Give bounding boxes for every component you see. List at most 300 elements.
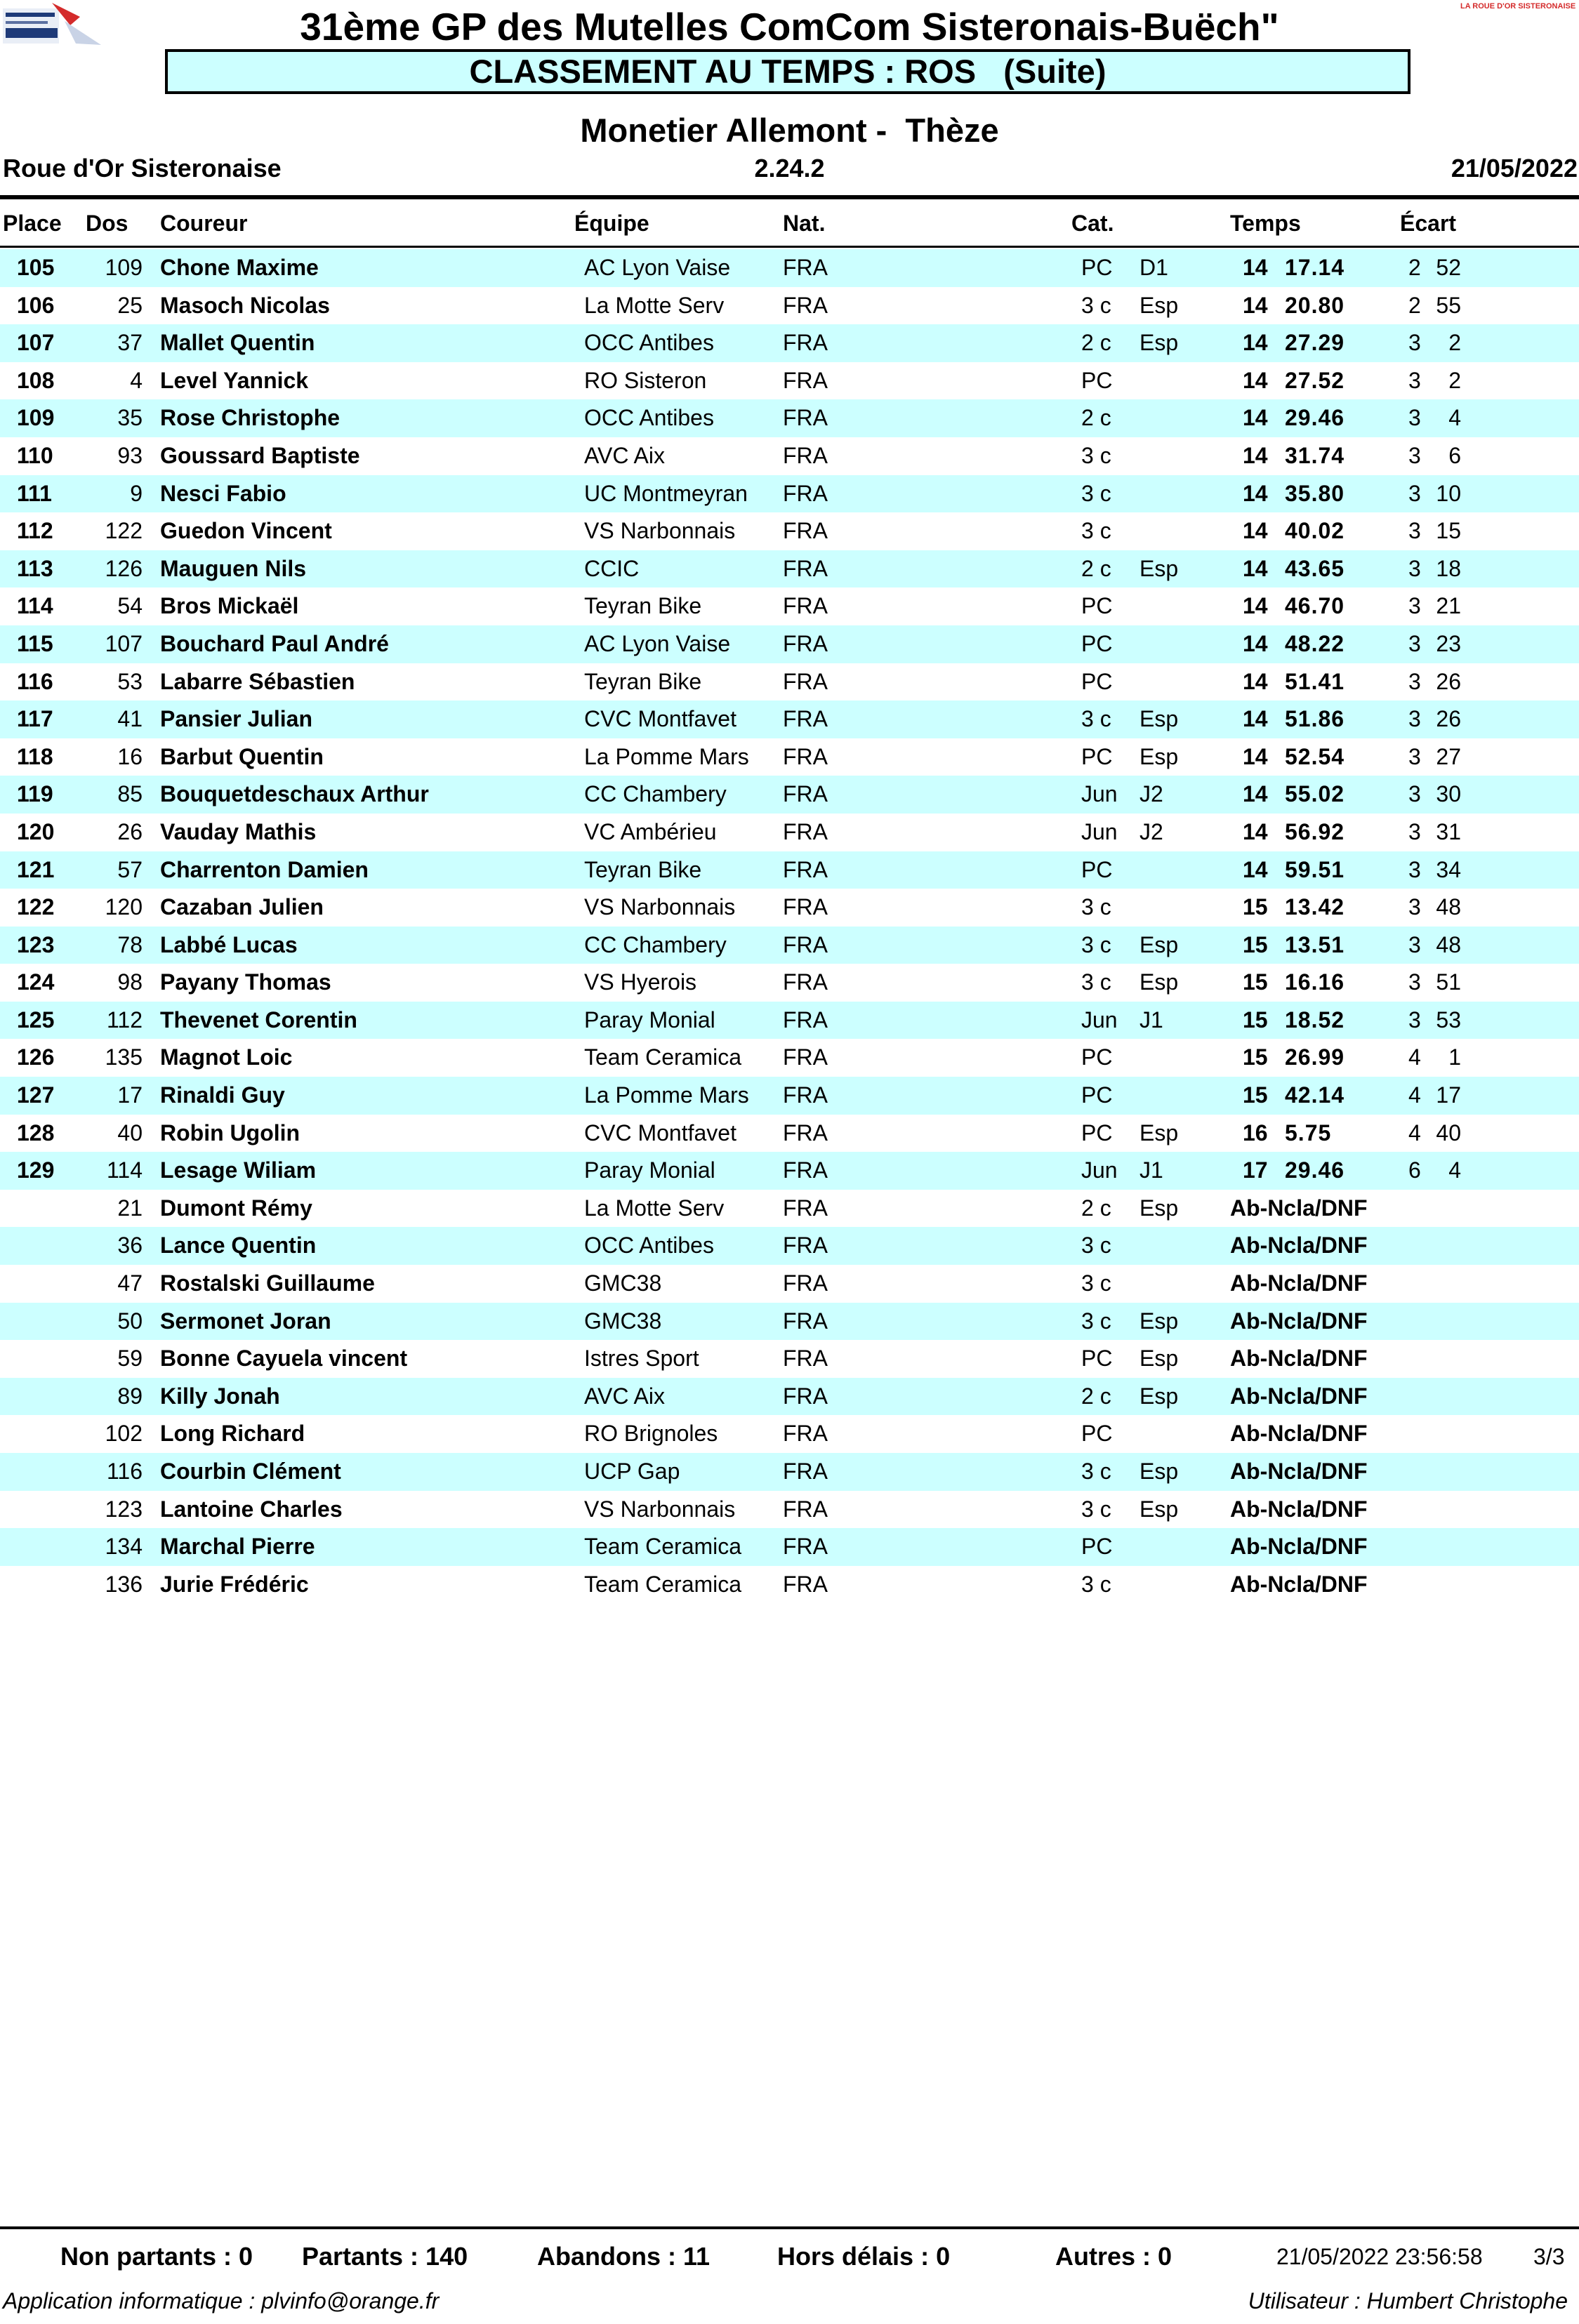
rider-name-cell: Rinaldi Guy xyxy=(160,1082,285,1108)
table-row xyxy=(0,964,1579,1002)
rider-name-cell: Bouquetdeschaux Arthur xyxy=(160,781,429,807)
category-cell: 3 c xyxy=(1081,1233,1111,1259)
category-cell: 2 c xyxy=(1081,1195,1111,1221)
time-hours-cell: 15 xyxy=(1243,894,1268,920)
bib-cell: 98 xyxy=(117,969,143,995)
category-cell: Jun xyxy=(1081,781,1118,807)
bib-cell: 112 xyxy=(106,1007,143,1032)
nationality-cell: FRA xyxy=(783,1007,828,1032)
gap-major-cell: 2 xyxy=(1408,292,1421,318)
gap-major-cell: 3 xyxy=(1408,330,1421,356)
status-cell: Ab-Ncla/DNF xyxy=(1230,1383,1368,1409)
gap-major-cell: 2 xyxy=(1408,255,1421,280)
bib-cell: 93 xyxy=(117,442,143,468)
table-row xyxy=(0,1227,1579,1265)
rider-name-cell: Rose Christophe xyxy=(160,405,341,431)
category-cell: 2 c xyxy=(1081,555,1111,581)
table-row xyxy=(0,1491,1579,1529)
header-divider xyxy=(0,195,1579,199)
nationality-cell: FRA xyxy=(783,1120,828,1146)
rider-name-cell: Vauday Mathis xyxy=(160,818,317,844)
gap-major-cell: 4 xyxy=(1408,1082,1421,1108)
table-row xyxy=(0,851,1579,889)
status-cell: Ab-Ncla/DNF xyxy=(1230,1195,1368,1221)
team-cell: La Pomme Mars xyxy=(584,1082,749,1108)
col-nat-header: Nat. xyxy=(783,211,826,236)
team-cell: Team Ceramica xyxy=(584,1044,742,1070)
time-hours-cell: 14 xyxy=(1243,743,1268,769)
rider-name-cell: Mauguen Nils xyxy=(160,555,307,581)
subcategory-cell: J2 xyxy=(1139,818,1163,844)
gap-minor-cell: 6 xyxy=(1448,442,1461,468)
user-credit: Utilisateur : Humbert Christophe xyxy=(1248,2288,1568,2313)
category-cell: 3 c xyxy=(1081,1459,1111,1484)
category-cell: PC xyxy=(1081,255,1113,280)
time-minutes-cell: 29.46 xyxy=(1285,1157,1345,1183)
rider-name-cell: Chone Maxime xyxy=(160,255,319,280)
gap-minor-cell: 34 xyxy=(1436,856,1461,882)
gap-minor-cell: 26 xyxy=(1436,668,1461,694)
time-minutes-cell: 27.52 xyxy=(1285,367,1345,393)
rider-name-cell: Barbut Quentin xyxy=(160,743,324,769)
table-row xyxy=(0,1190,1579,1228)
bib-cell: 85 xyxy=(117,781,143,807)
table-row xyxy=(0,927,1579,964)
rider-name-cell: Marchal Pierre xyxy=(160,1534,315,1560)
rider-name-cell: Labbé Lucas xyxy=(160,931,298,957)
table-row xyxy=(0,1265,1579,1303)
table-row xyxy=(0,1566,1579,1604)
category-cell: PC xyxy=(1081,1346,1113,1372)
table-row xyxy=(0,437,1579,475)
category-cell: PC xyxy=(1081,743,1113,769)
gap-major-cell: 3 xyxy=(1408,555,1421,581)
category-cell: PC xyxy=(1081,1534,1113,1560)
status-cell: Ab-Ncla/DNF xyxy=(1230,1459,1368,1484)
status-cell: Ab-Ncla/DNF xyxy=(1230,1534,1368,1560)
bib-cell: 126 xyxy=(105,555,143,581)
classification-title: CLASSEMENT AU TEMPS : ROS (Suite) xyxy=(165,49,1410,94)
place-cell: 109 xyxy=(17,405,55,431)
bib-cell: 4 xyxy=(130,367,143,393)
team-cell: CVC Montfavet xyxy=(584,1120,736,1146)
time-hours-cell: 14 xyxy=(1243,330,1268,356)
team-cell: AC Lyon Vaise xyxy=(584,630,731,656)
category-cell: PC xyxy=(1081,593,1113,619)
col-place-header: Place xyxy=(3,211,62,236)
team-cell: Paray Monial xyxy=(584,1007,715,1032)
team-cell: CC Chambery xyxy=(584,781,727,807)
bib-cell: 9 xyxy=(130,480,143,506)
rider-name-cell: Charrenton Damien xyxy=(160,856,369,882)
table-row xyxy=(0,1303,1579,1341)
nationality-cell: FRA xyxy=(783,292,828,318)
time-hours-cell: 15 xyxy=(1243,969,1268,995)
gap-major-cell: 3 xyxy=(1408,894,1421,920)
bib-cell: 17 xyxy=(117,1082,143,1108)
team-cell: RO Sisteron xyxy=(584,367,707,393)
team-cell: Team Ceramica xyxy=(584,1534,742,1560)
status-cell: Ab-Ncla/DNF xyxy=(1230,1308,1368,1334)
table-row xyxy=(0,1077,1579,1115)
rider-name-cell: Bros Mickaël xyxy=(160,593,299,619)
category-cell: 3 c xyxy=(1081,292,1111,318)
category-cell: 3 c xyxy=(1081,969,1111,995)
bib-cell: 78 xyxy=(117,931,143,957)
time-minutes-cell: 51.41 xyxy=(1285,668,1345,694)
nationality-cell: FRA xyxy=(783,1534,828,1560)
nationality-cell: FRA xyxy=(783,518,828,544)
nationality-cell: FRA xyxy=(783,1233,828,1259)
status-cell: Ab-Ncla/DNF xyxy=(1230,1233,1368,1259)
team-cell: AVC Aix xyxy=(584,1383,665,1409)
subcategory-cell: Esp xyxy=(1139,1120,1179,1146)
category-cell: PC xyxy=(1081,367,1113,393)
time-hours-cell: 14 xyxy=(1243,593,1268,619)
category-cell: Jun xyxy=(1081,1157,1118,1183)
nationality-cell: FRA xyxy=(783,255,828,280)
table-row xyxy=(0,1115,1579,1153)
rider-name-cell: Mallet Quentin xyxy=(160,330,315,356)
team-cell: Teyran Bike xyxy=(584,668,702,694)
time-minutes-cell: 20.80 xyxy=(1285,292,1345,318)
category-cell: PC xyxy=(1081,1082,1113,1108)
team-cell: OCC Antibes xyxy=(584,1233,714,1259)
gap-minor-cell: 40 xyxy=(1436,1120,1461,1146)
category-cell: Jun xyxy=(1081,1007,1118,1032)
bib-cell: 116 xyxy=(106,1459,143,1484)
team-cell: AVC Aix xyxy=(584,442,665,468)
category-cell: 2 c xyxy=(1081,330,1111,356)
place-cell: 114 xyxy=(17,593,53,619)
category-cell: 3 c xyxy=(1081,1496,1111,1522)
table-row xyxy=(0,1002,1579,1040)
gap-major-cell: 4 xyxy=(1408,1044,1421,1070)
place-cell: 117 xyxy=(17,706,53,732)
gap-minor-cell: 48 xyxy=(1436,894,1461,920)
gap-major-cell: 4 xyxy=(1408,1120,1421,1146)
gap-major-cell: 3 xyxy=(1408,367,1421,393)
nationality-cell: FRA xyxy=(783,593,828,619)
gap-minor-cell: 52 xyxy=(1436,255,1461,280)
status-cell: Ab-Ncla/DNF xyxy=(1230,1496,1368,1522)
non-starters-count: Non partants : 0 xyxy=(60,2242,253,2271)
category-cell: 3 c xyxy=(1081,1571,1111,1597)
place-cell: 123 xyxy=(17,931,55,957)
team-cell: GMC38 xyxy=(584,1308,662,1334)
time-hours-cell: 14 xyxy=(1243,555,1268,581)
table-row xyxy=(0,324,1579,362)
time-minutes-cell: 26.99 xyxy=(1285,1044,1345,1070)
time-minutes-cell: 42.14 xyxy=(1285,1082,1345,1108)
time-hours-cell: 15 xyxy=(1243,931,1268,957)
gap-minor-cell: 31 xyxy=(1436,818,1461,844)
bib-cell: 21 xyxy=(117,1195,143,1221)
table-row xyxy=(0,776,1579,814)
gap-minor-cell: 23 xyxy=(1436,630,1461,656)
time-minutes-cell: 18.52 xyxy=(1285,1007,1345,1032)
team-cell: Teyran Bike xyxy=(584,593,702,619)
gap-major-cell: 3 xyxy=(1408,593,1421,619)
category-cell: 3 c xyxy=(1081,1270,1111,1296)
time-minutes-cell: 43.65 xyxy=(1285,555,1345,581)
time-minutes-cell: 59.51 xyxy=(1285,856,1345,882)
team-cell: La Motte Serv xyxy=(584,1195,725,1221)
category-cell: PC xyxy=(1081,668,1113,694)
application-credit: Application informatique : plvinfo@orange.fr xyxy=(3,2288,440,2313)
time-minutes-cell: 51.86 xyxy=(1285,706,1345,732)
gap-major-cell: 3 xyxy=(1408,1007,1421,1032)
rider-name-cell: Cazaban Julien xyxy=(160,894,324,920)
gap-major-cell: 3 xyxy=(1408,818,1421,844)
place-cell: 111 xyxy=(17,480,52,506)
gap-minor-cell: 51 xyxy=(1436,969,1461,995)
gap-major-cell: 3 xyxy=(1408,442,1421,468)
bib-cell: 41 xyxy=(117,706,143,732)
time-minutes-cell: 56.92 xyxy=(1285,818,1345,844)
nationality-cell: FRA xyxy=(783,743,828,769)
subcategory-cell: Esp xyxy=(1139,1308,1179,1334)
subcategory-cell: Esp xyxy=(1139,1346,1179,1372)
subcategory-cell: Esp xyxy=(1139,706,1179,732)
category-cell: 3 c xyxy=(1081,480,1111,506)
nationality-cell: FRA xyxy=(783,1346,828,1372)
time-minutes-cell: 29.46 xyxy=(1285,405,1345,431)
table-row xyxy=(0,1340,1579,1378)
time-minutes-cell: 46.70 xyxy=(1285,593,1345,619)
place-cell: 125 xyxy=(17,1007,55,1032)
team-cell: AC Lyon Vaise xyxy=(584,255,731,280)
subcategory-cell: Esp xyxy=(1139,1496,1179,1522)
table-row xyxy=(0,475,1579,513)
col-time-header: Temps xyxy=(1230,211,1301,236)
time-minutes-cell: 5.75 xyxy=(1285,1120,1332,1146)
results-table xyxy=(0,249,1579,1603)
gap-minor-cell: 27 xyxy=(1436,743,1461,769)
time-hours-cell: 14 xyxy=(1243,818,1268,844)
gap-major-cell: 3 xyxy=(1408,405,1421,431)
nationality-cell: FRA xyxy=(783,1044,828,1070)
nationality-cell: FRA xyxy=(783,405,828,431)
col-gap-header: Écart xyxy=(1400,211,1457,236)
nationality-cell: FRA xyxy=(783,706,828,732)
gap-major-cell: 3 xyxy=(1408,743,1421,769)
time-minutes-cell: 31.74 xyxy=(1285,442,1345,468)
gap-minor-cell: 53 xyxy=(1436,1007,1461,1032)
category-cell: Jun xyxy=(1081,818,1118,844)
col-rider-header: Coureur xyxy=(160,211,248,236)
gap-minor-cell: 18 xyxy=(1436,555,1461,581)
table-row xyxy=(0,625,1579,663)
nationality-cell: FRA xyxy=(783,1421,828,1447)
table-row xyxy=(0,663,1579,701)
rider-name-cell: Dumont Rémy xyxy=(160,1195,312,1221)
place-cell: 127 xyxy=(17,1082,55,1108)
team-cell: VC Ambérieu xyxy=(584,818,717,844)
bib-cell: 50 xyxy=(117,1308,143,1334)
category-cell: 2 c xyxy=(1081,1383,1111,1409)
time-minutes-cell: 55.02 xyxy=(1285,781,1345,807)
time-minutes-cell: 16.16 xyxy=(1285,969,1345,995)
rider-name-cell: Courbin Clément xyxy=(160,1459,341,1484)
team-cell: RO Brignoles xyxy=(584,1421,718,1447)
race-code: 2.24.2 xyxy=(754,154,825,182)
table-row xyxy=(0,399,1579,437)
place-cell: 115 xyxy=(17,630,53,656)
time-hours-cell: 14 xyxy=(1243,630,1268,656)
col-cat-header: Cat. xyxy=(1071,211,1114,236)
rider-name-cell: Bonne Cayuela vincent xyxy=(160,1346,408,1372)
place-cell: 110 xyxy=(17,442,53,468)
time-minutes-cell: 13.42 xyxy=(1285,894,1345,920)
time-hours-cell: 15 xyxy=(1243,1044,1268,1070)
subcategory-cell: Esp xyxy=(1139,555,1179,581)
nationality-cell: FRA xyxy=(783,330,828,356)
time-hours-cell: 14 xyxy=(1243,480,1268,506)
time-hours-cell: 14 xyxy=(1243,255,1268,280)
bib-cell: 102 xyxy=(105,1421,143,1447)
place-cell: 107 xyxy=(17,330,55,356)
rider-name-cell: Bouchard Paul André xyxy=(160,630,389,656)
gap-minor-cell: 26 xyxy=(1436,706,1461,732)
gap-minor-cell: 15 xyxy=(1436,518,1461,544)
team-cell: OCC Antibes xyxy=(584,405,714,431)
team-cell: La Motte Serv xyxy=(584,292,725,318)
nationality-cell: FRA xyxy=(783,630,828,656)
bib-cell: 135 xyxy=(105,1044,143,1070)
bib-cell: 54 xyxy=(117,593,143,619)
time-hours-cell: 14 xyxy=(1243,668,1268,694)
organizer-club: Roue d'Or Sisteronaise xyxy=(3,154,282,182)
time-hours-cell: 15 xyxy=(1243,1007,1268,1032)
gap-minor-cell: 4 xyxy=(1448,1157,1461,1183)
time-hours-cell: 16 xyxy=(1243,1120,1268,1146)
rider-name-cell: Lance Quentin xyxy=(160,1233,317,1259)
time-hours-cell: 17 xyxy=(1243,1157,1268,1183)
rider-name-cell: Lesage Wiliam xyxy=(160,1157,317,1183)
team-cell: OCC Antibes xyxy=(584,330,714,356)
time-hours-cell: 14 xyxy=(1243,706,1268,732)
svg-text:LA ROUE D'OR SISTERONAISE: LA ROUE D'OR SISTERONAISE xyxy=(1460,2,1576,11)
gap-minor-cell: 17 xyxy=(1436,1082,1461,1108)
gap-minor-cell: 55 xyxy=(1436,292,1461,318)
nationality-cell: FRA xyxy=(783,969,828,995)
others-count: Autres : 0 xyxy=(1055,2242,1172,2271)
nationality-cell: FRA xyxy=(783,1383,828,1409)
time-minutes-cell: 35.80 xyxy=(1285,480,1345,506)
gap-major-cell: 6 xyxy=(1408,1157,1421,1183)
nationality-cell: FRA xyxy=(783,555,828,581)
category-cell: 3 c xyxy=(1081,931,1111,957)
nationality-cell: FRA xyxy=(783,367,828,393)
category-cell: 2 c xyxy=(1081,405,1111,431)
gap-major-cell: 3 xyxy=(1408,480,1421,506)
place-cell: 105 xyxy=(17,255,55,280)
nationality-cell: FRA xyxy=(783,442,828,468)
rider-name-cell: Masoch Nicolas xyxy=(160,292,330,318)
bib-cell: 36 xyxy=(117,1233,143,1259)
team-cell: VS Narbonnais xyxy=(584,1496,736,1522)
nationality-cell: FRA xyxy=(783,1571,828,1597)
table-row xyxy=(0,362,1579,400)
table-row xyxy=(0,1453,1579,1491)
nationality-cell: FRA xyxy=(783,480,828,506)
abandons-count: Abandons : 11 xyxy=(537,2242,711,2271)
table-header-divider xyxy=(0,246,1579,248)
print-timestamp: 21/05/2022 23:56:58 xyxy=(1276,2244,1483,2269)
table-row xyxy=(0,738,1579,776)
gap-major-cell: 3 xyxy=(1408,781,1421,807)
nationality-cell: FRA xyxy=(783,1459,828,1484)
nationality-cell: FRA xyxy=(783,1195,828,1221)
race-date: 21/05/2022 xyxy=(1451,154,1578,182)
gap-minor-cell: 1 xyxy=(1448,1044,1461,1070)
subcategory-cell: Esp xyxy=(1139,1383,1179,1409)
category-cell: 3 c xyxy=(1081,1308,1111,1334)
team-cell: GMC38 xyxy=(584,1270,662,1296)
gap-major-cell: 3 xyxy=(1408,706,1421,732)
subcategory-cell: Esp xyxy=(1139,1195,1179,1221)
status-cell: Ab-Ncla/DNF xyxy=(1230,1421,1368,1447)
bib-cell: 57 xyxy=(117,856,143,882)
category-cell: PC xyxy=(1081,1421,1113,1447)
time-minutes-cell: 48.22 xyxy=(1285,630,1345,656)
rider-name-cell: Labarre Sébastien xyxy=(160,668,355,694)
category-cell: PC xyxy=(1081,630,1113,656)
gap-major-cell: 3 xyxy=(1408,630,1421,656)
rider-name-cell: Pansier Julian xyxy=(160,706,312,732)
category-cell: 3 c xyxy=(1081,518,1111,544)
gap-minor-cell: 2 xyxy=(1448,330,1461,356)
team-cell: Team Ceramica xyxy=(584,1571,742,1597)
starters-count: Partants : 140 xyxy=(302,2242,468,2271)
category-cell: PC xyxy=(1081,1120,1113,1146)
category-cell: PC xyxy=(1081,856,1113,882)
time-hours-cell: 14 xyxy=(1243,292,1268,318)
time-hours-cell: 15 xyxy=(1243,1082,1268,1108)
place-cell: 128 xyxy=(17,1120,55,1146)
subcategory-cell: Esp xyxy=(1139,330,1179,356)
category-cell: 3 c xyxy=(1081,894,1111,920)
subcategory-cell: Esp xyxy=(1139,292,1179,318)
gap-major-cell: 3 xyxy=(1408,856,1421,882)
team-cell: CVC Montfavet xyxy=(584,706,736,732)
col-team-header: Équipe xyxy=(574,211,649,236)
nationality-cell: FRA xyxy=(783,1082,828,1108)
team-cell: UCP Gap xyxy=(584,1459,680,1484)
bib-cell: 120 xyxy=(105,894,143,920)
bib-cell: 122 xyxy=(105,518,143,544)
team-cell: CCIC xyxy=(584,555,640,581)
bib-cell: 25 xyxy=(117,292,143,318)
rider-name-cell: Payany Thomas xyxy=(160,969,331,995)
place-cell: 106 xyxy=(17,292,55,318)
table-row xyxy=(0,587,1579,625)
category-cell: 3 c xyxy=(1081,442,1111,468)
rider-name-cell: Thevenet Corentin xyxy=(160,1007,357,1032)
bib-cell: 59 xyxy=(117,1346,143,1372)
place-cell: 126 xyxy=(17,1044,55,1070)
footer-divider xyxy=(0,2226,1579,2229)
bib-cell: 123 xyxy=(105,1496,143,1522)
place-cell: 116 xyxy=(17,668,53,694)
place-cell: 118 xyxy=(17,743,53,769)
gap-minor-cell: 48 xyxy=(1436,931,1461,957)
team-cell: Teyran Bike xyxy=(584,856,702,882)
gap-minor-cell: 21 xyxy=(1436,593,1461,619)
stage-name: Monetier Allemont - Thèze xyxy=(580,112,999,149)
time-hours-cell: 14 xyxy=(1243,367,1268,393)
